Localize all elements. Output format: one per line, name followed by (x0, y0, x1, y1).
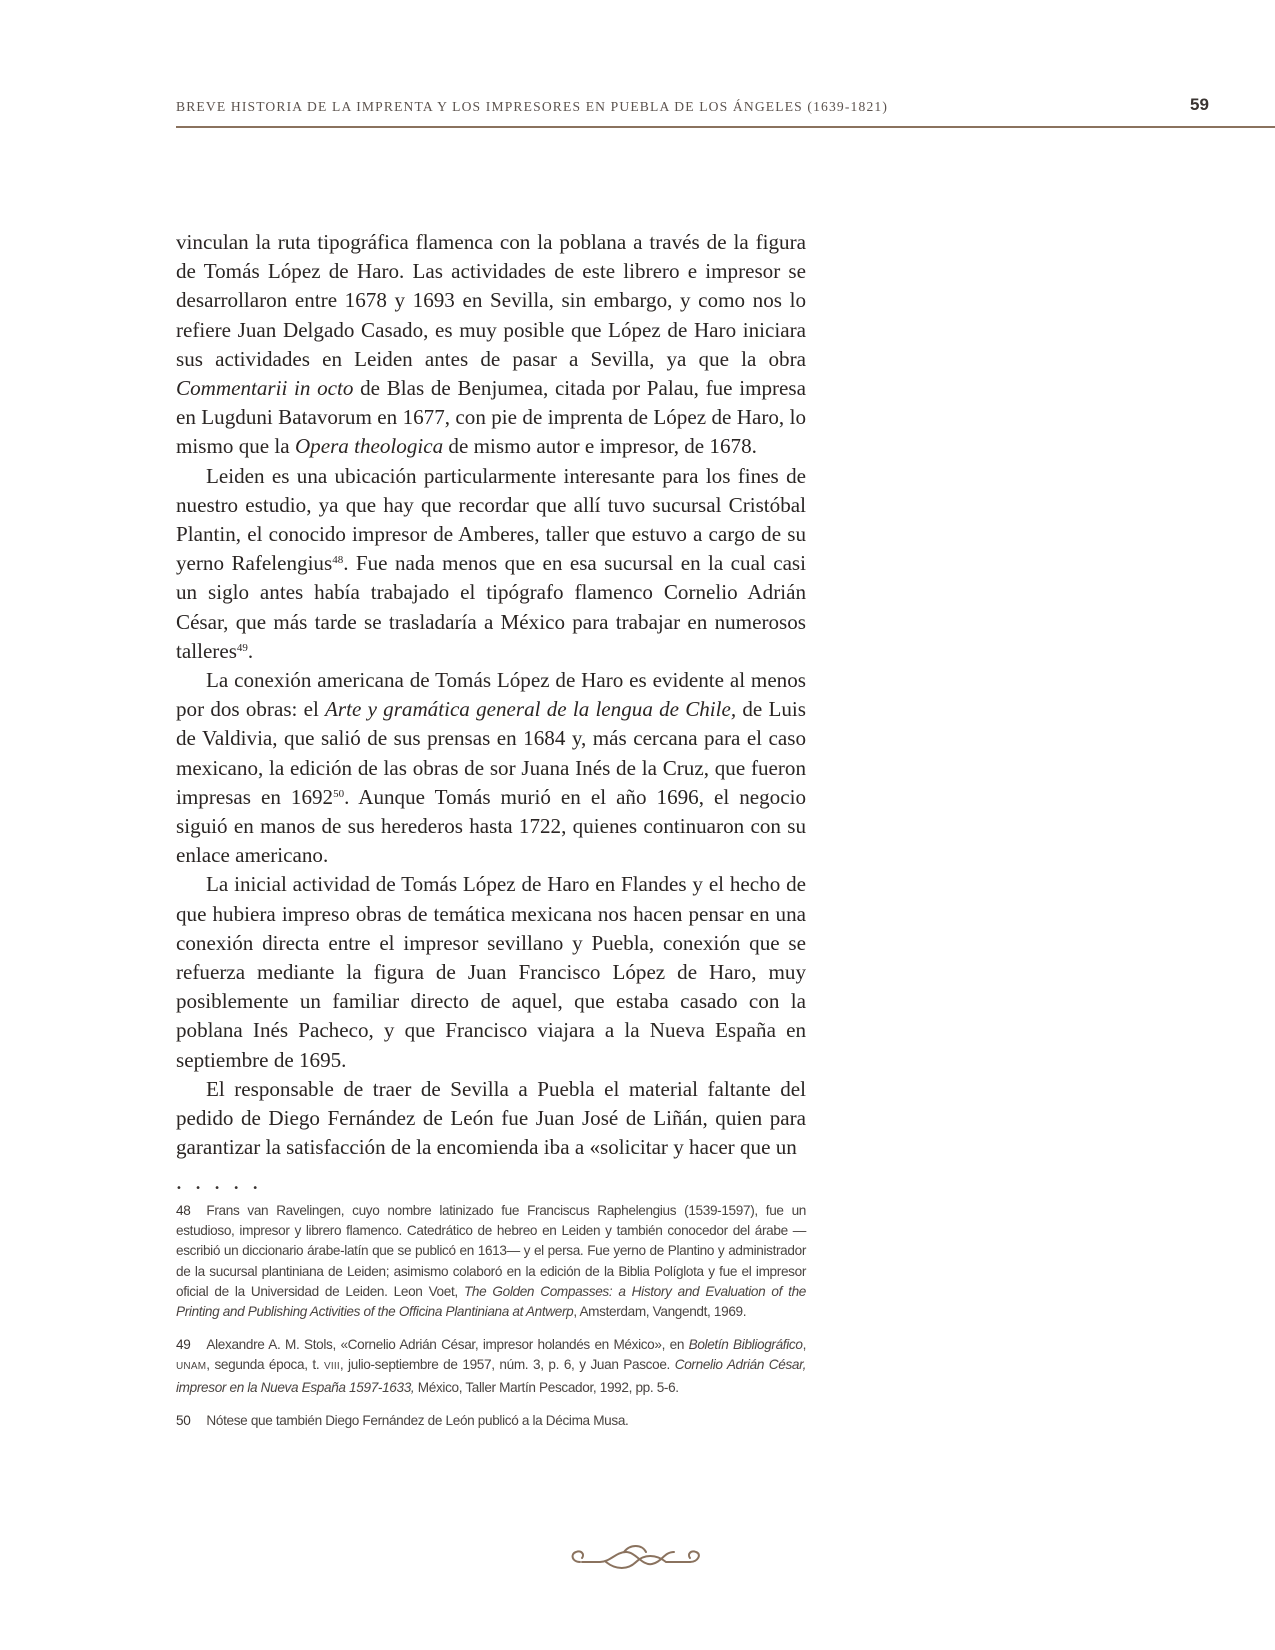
footnote-number: 49 (176, 1337, 191, 1353)
paragraph-text: . (247, 638, 254, 663)
book-title: Commentarii in octo (176, 376, 354, 401)
paragraph-text: La conexión americana de Tomás López de Haro es evidente al menos por dos obras: el (176, 668, 806, 722)
small-caps-text: UNAM (176, 1361, 207, 1373)
footnote-text: México, Taller Martín Pescador, 1992, pp. 5-6. (414, 1379, 679, 1395)
body-text (176, 228, 806, 1163)
paragraph-text: de mismo autor e impresor, de 1678. (443, 434, 757, 459)
book-title: Arte y gramática general de la lengua de Chile, (325, 697, 737, 722)
page-number: 59 (1190, 95, 1209, 114)
footnote-ref-48[interactable]: 48 (332, 554, 344, 567)
running-head: BREVE HISTORIA DE LA IMPRENTA Y LOS IMPRESORES EN PUEBLA DE LOS ÁNGELES (1639-1821) (176, 99, 889, 114)
footnote-separator: • • • • • (176, 1183, 264, 1194)
footnote-number: 50 (176, 1412, 191, 1428)
footnote-50 (176, 1411, 806, 1431)
paragraph-text: . Aunque Tomás murió en el año 1696, el negocio siguió en manos de sus herederos hasta 1722, quienes continuaron con su enlace americano. (176, 784, 806, 868)
book-title: Boletín Bibliográfico (688, 1337, 803, 1353)
paragraph-3 (176, 666, 806, 870)
footnote-text: Alexandre A. M. Stols, «Cornelio Adrián César, impresor holandés en México», en (206, 1337, 689, 1353)
paragraph-2 (176, 462, 806, 666)
flourish-ornament-icon (566, 1540, 706, 1576)
paragraph-text: de Luis de Valdivia, que salió de sus prensas en 1684 y, más cercana para el caso mexicano, la edición de las obras de sor Juana Inés de la Cruz, que fueron impresas en 1692 (176, 697, 807, 809)
footnote-text: , Amsterdam, Vangendt, 1969. (573, 1304, 747, 1320)
footnote-number: 48 (176, 1203, 191, 1218)
paragraph-text: Leiden es una ubicación particularmente interesante para los fines de nuestro estudio, ya que hay que recordar que allí tuvo sucursal Cristóbal Plantin, el conocido impresor de Amberes, taller que estuvo a cargo de su yerno Rafelengius (176, 463, 806, 576)
footnote-text: Frans van Ravelingen, cuyo nombre latinizado fue Franciscus Raphelengius (1539-1597), fue un estudioso, impresor y librero flamenco. Catedrático de hebreo en Leiden y también conocedor del árabe —escribió un diccionario árabe-latín que se publicó en 1613— y el persa. Fue yerno de Plantino y administrador de la sucursal plantiniana de Leiden; asimismo colaboró en la edición de la Biblia Políglota y fue el impresor oficial de la Universidad de Leiden. Leon Voet, (176, 1203, 806, 1299)
footnote-ref-50[interactable]: 50 (333, 787, 345, 800)
paragraph-text: . Fue nada menos que en esa sucursal en la cual casi un siglo antes había trabajado el tipógrafo flamenco Cornelio Adrián César, que más tarde se trasladaría a México para trabajar en numerosos talleres (176, 551, 806, 663)
paragraph-text: vinculan la ruta tipográfica flamenca con la poblana a través de la figura de Tomás López de Haro. Las actividades de este librero e impresor se desarrollaron entre 1678 y 1693 en Sevilla, sin embargo, y como nos lo refiere Juan Delgado Casado, es muy posible que López de Haro iniciara sus actividades en Leiden antes de pasar a Sevilla, ya que la obra (176, 230, 806, 371)
footnote-ref-49[interactable]: 49 (236, 641, 248, 654)
paragraph-text: de Blas de Benjumea, citada por Palau, fue impresa en Lugduni Batavorum en 1677, con pie de imprenta de López de Haro, lo mismo que la (176, 376, 806, 459)
footnote-text: , (802, 1337, 806, 1353)
footnote-49 (176, 1335, 806, 1398)
header-rule (176, 126, 1275, 128)
footnote-48 (176, 1201, 806, 1322)
footnote-text: , julio-septiembre de 1957, núm. 3, p. 6, y Juan Pascoe. (339, 1357, 675, 1373)
book-title: Opera theologica (294, 434, 444, 459)
book-title: The Golden Compasses: a History and Evaluation of the Printing and Publishing Activities of the Officina Plantiniana at Antwerp (176, 1283, 806, 1320)
paragraph-1 (176, 228, 806, 462)
small-caps-text: VIII (324, 1361, 340, 1373)
paragraph-5: El responsable de traer de Sevilla a Puebla el material faltante del pedido de Diego Fernández de León fue Juan José de Liñán, quien para garantizar la satisfacción de la encomienda iba a «solicitar y hacer que un (176, 1076, 806, 1160)
paragraph-4: La inicial actividad de Tomás López de Haro en Flandes y el hecho de que hubiera impreso obras de temática mexicana nos hacen pensar en una conexión directa entre el impresor sevillano y Puebla, conexión que se refuerza mediante la figura de Juan Francisco López de Haro, muy posiblemente un familiar directo de aquel, que estaba casado con la poblana Inés Pacheco, y que Francisco viajara a la Nueva España en septiembre de 1695. (176, 872, 806, 1072)
footnotes (176, 1201, 806, 1444)
footnote-text: , segunda época, t. (206, 1357, 325, 1373)
footnote-text: Nótese que también Diego Fernández de León publicó a la Décima Musa. (206, 1412, 629, 1428)
book-title: Cornelio Adrián César, impresor en la Nueva España 1597-1633, (176, 1357, 806, 1395)
